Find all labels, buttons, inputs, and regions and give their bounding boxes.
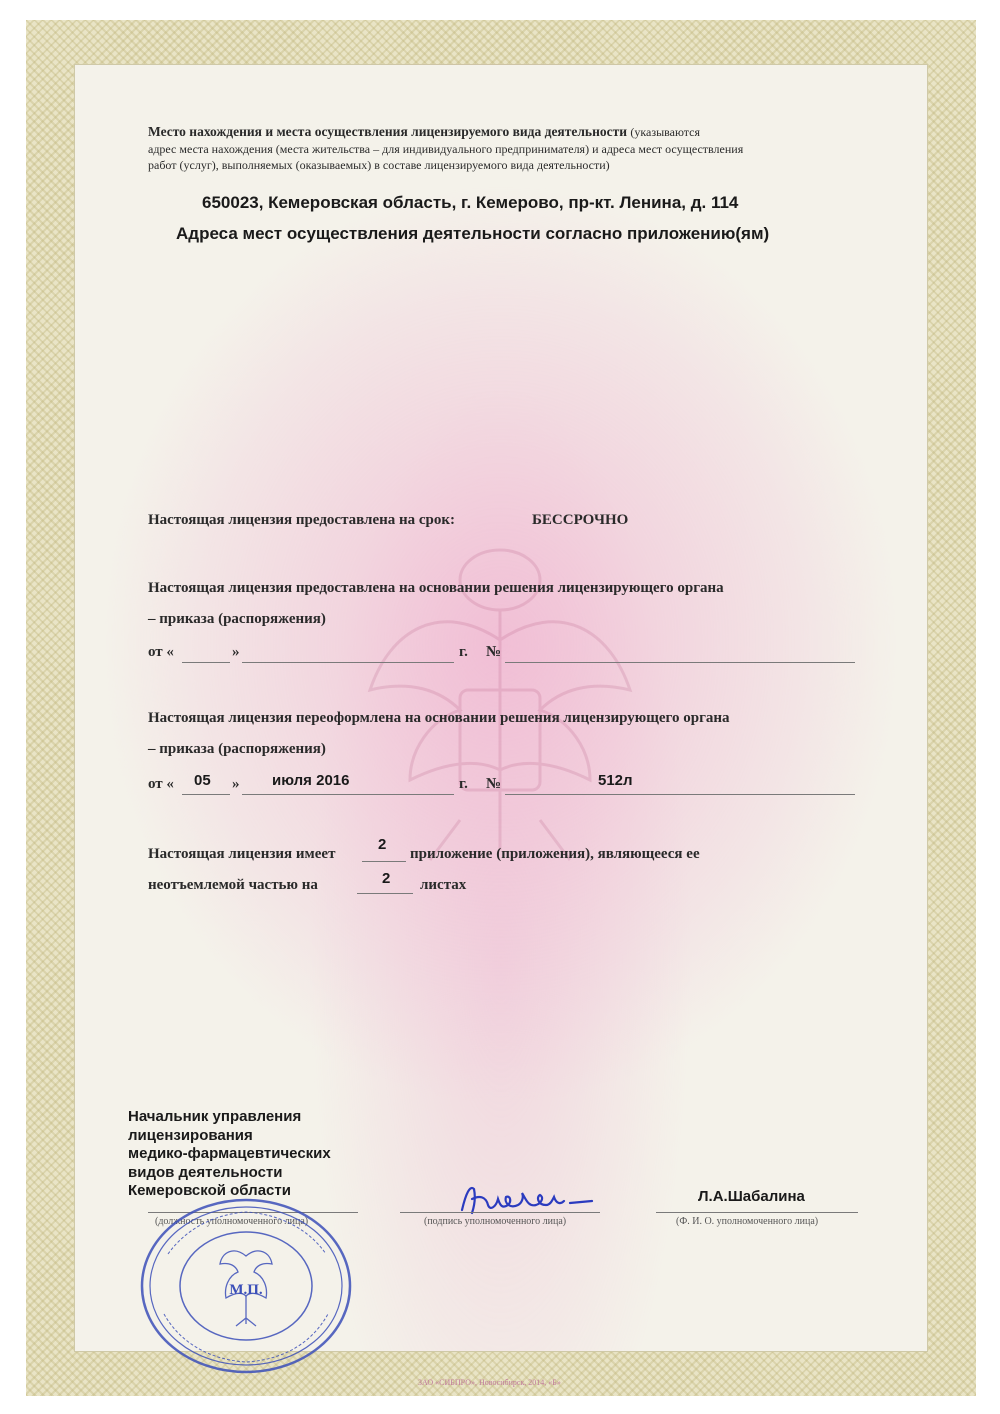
name-caption: (Ф. И. О. уполномоченного лица): [676, 1216, 819, 1227]
appendix-count: 2: [378, 836, 387, 853]
header-title: Место нахождения и места осуществления лицензируемого вида деятельности: [148, 124, 627, 139]
appendix-line-2-b: листах: [420, 877, 467, 893]
header-bold-line: [148, 124, 700, 140]
term-value: БЕССРОЧНО: [532, 512, 629, 528]
printer-footer: ЗАО «СИБПРО», Новосибирск, 2014, «Б»: [418, 1378, 561, 1387]
signatory-name: Л.А.Шабалина: [698, 1188, 805, 1205]
grant-number-line: [505, 662, 855, 663]
name-line-rule: [656, 1212, 858, 1213]
grant-num-mark: №: [486, 644, 502, 660]
position-line: видов деятельности: [128, 1163, 283, 1181]
reissue-day: 05: [194, 772, 211, 789]
reissue-line-1: Настоящая лицензия переоформлена на основании решения лицензирующего органа: [148, 710, 730, 726]
reissue-day-line: [182, 794, 230, 795]
grant-day-line: [182, 662, 230, 663]
signature-caption: (подпись уполномоченного лица): [424, 1216, 567, 1227]
reissue-number: 512л: [598, 772, 633, 789]
reissue-num-mark: №: [486, 776, 502, 792]
grant-year-mark: г.: [459, 644, 468, 660]
address-sub: Адреса мест осуществления деятельности согласно приложению(ям): [176, 224, 770, 243]
header-line-2: адрес места нахождения (места жительства – для индивидуального предпринимателя) и адреса мест осуществления: [148, 142, 744, 156]
reissue-month-line: [242, 794, 454, 795]
position-caption: (должность уполномоченного лица): [155, 1216, 309, 1227]
grant-line-2: – приказа (распоряжения): [148, 611, 326, 627]
term-label: Настоящая лицензия предоставлена на срок:: [148, 512, 456, 528]
position-line: Кемеровской области: [128, 1182, 291, 1199]
appendix-line-2-a: неотъемлемой частью на: [148, 877, 318, 893]
reissue-line-2: – приказа (распоряжения): [148, 741, 326, 757]
appendix-line-1-a: Настоящая лицензия имеет: [148, 846, 336, 862]
stamp-center-text: М.П.: [229, 1282, 263, 1298]
official-seal-stamp: [138, 1196, 354, 1376]
reissue-month-year: июля 2016: [272, 772, 350, 789]
header-paren-start: (указываются: [630, 125, 701, 139]
grant-from: от «: [148, 644, 174, 660]
signature-line-rule: [400, 1212, 600, 1213]
coat-of-arms-watermark: [350, 520, 650, 880]
reissue-from: от «: [148, 776, 174, 792]
appendix-line-1-b: приложение (приложения), являющееся ее: [410, 846, 700, 862]
reissue-close-quote: »: [232, 776, 240, 792]
header-line-3: работ (услуг), выполняемых (оказываемых) в составе лицензируемого вида деятельности): [148, 158, 610, 172]
appendix-sheets-line: [357, 893, 413, 894]
position-line: лицензирования: [128, 1126, 253, 1144]
appendix-sheets: 2: [382, 870, 391, 887]
grant-close-quote: »: [232, 644, 240, 660]
grant-line-1: Настоящая лицензия предоставлена на основании решения лицензирующего органа: [148, 580, 724, 596]
position-line: Начальник управления: [128, 1108, 302, 1125]
position-line: медико-фармацевтических: [128, 1145, 331, 1162]
reissue-number-line: [505, 794, 855, 795]
address-main: 650023, Кемеровская область, г. Кемерово, пр-кт. Ленина, д. 114: [202, 193, 739, 212]
reissue-year-mark: г.: [459, 776, 468, 792]
grant-month-line: [242, 662, 454, 663]
appendix-count-line: [362, 861, 406, 862]
signatory-position: [128, 1108, 331, 1201]
